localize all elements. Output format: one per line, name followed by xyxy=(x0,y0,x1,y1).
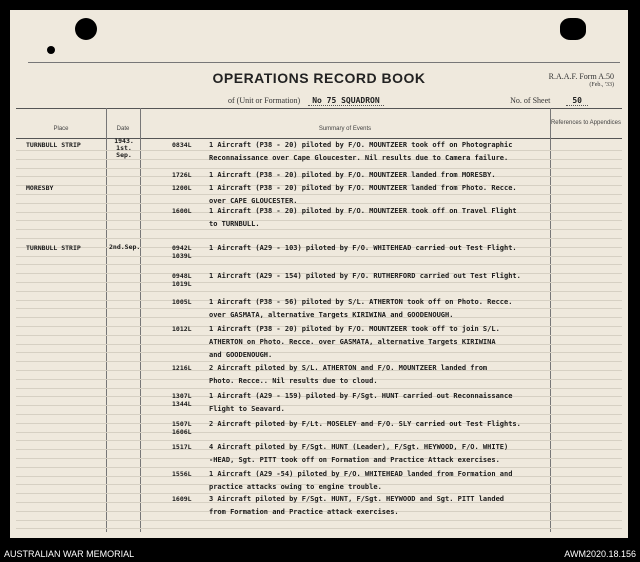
entry-summary-line: 1 Aircraft (A29 -54) piloted by F/O. WHITEHEAD landed from Formation and xyxy=(209,470,513,478)
entry-time: 0942L xyxy=(172,244,192,252)
entry-summary-line: 3 Aircraft piloted by F/Sgt. HUNT, F/Sgt. HEYWOOD and Sgt. PITT landed xyxy=(209,495,505,503)
entry-summary-line: 1 Aircraft (P38 - 20) piloted by F/O. MOUNTZEER landed from Photo. Recce. xyxy=(209,184,517,192)
entry-time: 1517L xyxy=(172,443,192,451)
ruled-line xyxy=(16,308,622,309)
entry-summary-line: 2 Aircraft piloted by S/L. ATHERTON and F/O. MOUNTZEER landed from xyxy=(209,364,488,372)
record-sheet xyxy=(10,10,628,538)
sheet-value: 50 xyxy=(566,96,588,106)
ruled-line xyxy=(16,194,622,195)
ruled-line xyxy=(16,467,622,468)
ruled-line xyxy=(16,168,622,169)
entry-summary-line: 1 Aircraft (A29 - 154) piloted by F/O. RUTHERFORD carried out Test Flight. xyxy=(209,272,521,280)
entry-time: 1005L xyxy=(172,298,192,306)
entry-place: TURNBULL STRIP xyxy=(26,244,81,252)
ruled-line xyxy=(16,282,622,283)
entry-time: 1307L xyxy=(172,392,192,400)
entry-time: 1039L xyxy=(172,252,192,260)
entry-time: 1556L xyxy=(172,470,192,478)
form-label: R.A.A.F. Form A.50 xyxy=(548,72,614,81)
entry-time: 1606L xyxy=(172,428,192,436)
col-divider-date xyxy=(106,108,107,532)
entry-summary-line: ATHERTON on Photo. Recce. over GASMATA, alternative Targets KIRIWINA xyxy=(209,338,496,346)
entry-summary-line: 1 Aircraft (P38 - 20) piloted by F/O. MOUNTZEER landed from MORESBY. xyxy=(209,171,496,179)
ruled-line xyxy=(16,388,622,389)
entry-summary-line: 1 Aircraft (P38 - 20) piloted by F/O. MOUNTZEER took off on Travel Flight xyxy=(209,207,517,215)
punch-hole-small xyxy=(47,46,55,54)
unit-line xyxy=(228,96,384,105)
entry-summary-line: 1 Aircraft (P38 - 20) piloted by F/O. MOUNTZEER took off to join S/L. xyxy=(209,325,500,333)
entry-summary-line: 1 Aircraft (P38 - 56) piloted by S/L. ATHERTON took off on Photo. Recce. xyxy=(209,298,513,306)
ruled-line xyxy=(16,220,622,221)
entry-summary-line: 2 Aircraft piloted by F/Lt. MOSELEY and F/O. SLY carried out Test Flights. xyxy=(209,420,521,428)
entry-summary-line: over CAPE GLOUCESTER. xyxy=(209,197,298,205)
unit-value: No 75 SQUADRON xyxy=(308,96,383,106)
col-divider-summary xyxy=(140,108,141,532)
entry-time: 1200L xyxy=(172,184,192,192)
entry-time: 0948L xyxy=(172,272,192,280)
entry-time: 0834L xyxy=(172,141,192,149)
ruled-line xyxy=(16,493,622,494)
col-header-refs: References to Appendices xyxy=(550,120,622,126)
ruled-line xyxy=(16,352,622,353)
unit-label: of (Unit or Formation) xyxy=(228,96,301,105)
entry-time: 1019L xyxy=(172,280,192,288)
ruled-line xyxy=(16,432,622,433)
entry-summary-line: 1 Aircraft (P38 - 20) piloted by F/O. MOUNTZEER took off on Photographic xyxy=(209,141,513,149)
entry-date: 1943. 1st. Sep. xyxy=(114,137,134,159)
footer-credit: AUSTRALIAN WAR MEMORIAL xyxy=(4,549,135,559)
entry-time: 1609L xyxy=(172,495,192,503)
entry-summary-line: 1 Aircraft (A29 - 159) piloted by F/Sgt. HUNT carried out Reconnaissance xyxy=(209,392,513,400)
entry-summary-line: 1 Aircraft (A29 - 103) piloted by F/O. WHITEHEAD carried out Test Flight. xyxy=(209,244,517,252)
ruled-line xyxy=(16,405,622,406)
ruled-line xyxy=(16,150,622,151)
ruled-line xyxy=(16,264,622,265)
sheet-label: No. of Sheet xyxy=(510,96,551,105)
ruled-line xyxy=(16,335,622,336)
entry-time: 1344L xyxy=(172,400,192,408)
entry-summary-line: Reconnaissance over Cape Gloucester. Nil results due to Camera failure. xyxy=(209,154,509,162)
ruled-line xyxy=(16,528,622,529)
entry-summary-line: over GASMATA, alternative Targets KIRIWINA and GOODENOUGH. xyxy=(209,311,454,319)
form-number xyxy=(549,72,614,90)
ruled-line xyxy=(16,291,622,292)
col-header-place: Place xyxy=(53,126,69,132)
entry-summary-line: to TURNBULL. xyxy=(209,220,260,228)
ruled-line xyxy=(16,203,622,204)
punch-hole-left xyxy=(75,18,97,40)
entry-place: MORESBY xyxy=(26,184,54,192)
entry-summary-line: 4 Aircraft piloted by F/Sgt. HUNT (Leader), F/Sgt. HEYWOOD, F/O. WHITE) xyxy=(209,443,509,451)
entry-time: 1216L xyxy=(172,364,192,372)
entry-place: TURNBULL STRIP xyxy=(26,141,81,149)
form-sub-label: (Feb., '33) xyxy=(589,82,614,88)
entry-summary-line: -HEAD, Sgt. PITT took off on Formation and Practice Attack exercises. xyxy=(209,456,500,464)
entry-time: 1507L xyxy=(172,420,192,428)
entry-summary-line: and GOODENOUGH. xyxy=(209,351,273,359)
page-title: OPERATIONS RECORD BOOK xyxy=(212,70,426,86)
entry-summary-line: practice attacks owing to engine trouble. xyxy=(209,483,382,491)
top-rule xyxy=(28,62,620,63)
entry-time: 1726L xyxy=(172,171,192,179)
entry-summary-line: Flight to Seavard. xyxy=(209,405,285,413)
col-header-summary: Summary of Events xyxy=(318,126,372,132)
entry-summary-line: Photo. Recce.. Nil results due to cloud. xyxy=(209,377,378,385)
sheet-number-line xyxy=(510,96,588,105)
punch-hole-right xyxy=(560,18,586,40)
footer-id: AWM2020.18.156 xyxy=(564,549,636,559)
ruled-line xyxy=(16,440,622,441)
entry-summary-line: from Formation and Practice attack exercises. xyxy=(209,508,399,516)
ruled-line xyxy=(16,256,622,257)
col-header-date: Date xyxy=(116,126,130,132)
ruled-line xyxy=(16,414,622,415)
entry-date: 2nd.Sep. xyxy=(109,243,141,251)
col-divider-refs xyxy=(550,108,551,532)
entry-time: 1012L xyxy=(172,325,192,333)
ruled-line xyxy=(16,520,622,521)
ruled-line xyxy=(16,238,622,239)
ruled-line xyxy=(16,361,622,362)
ruled-line xyxy=(16,229,622,230)
entry-time: 1600L xyxy=(172,207,192,215)
